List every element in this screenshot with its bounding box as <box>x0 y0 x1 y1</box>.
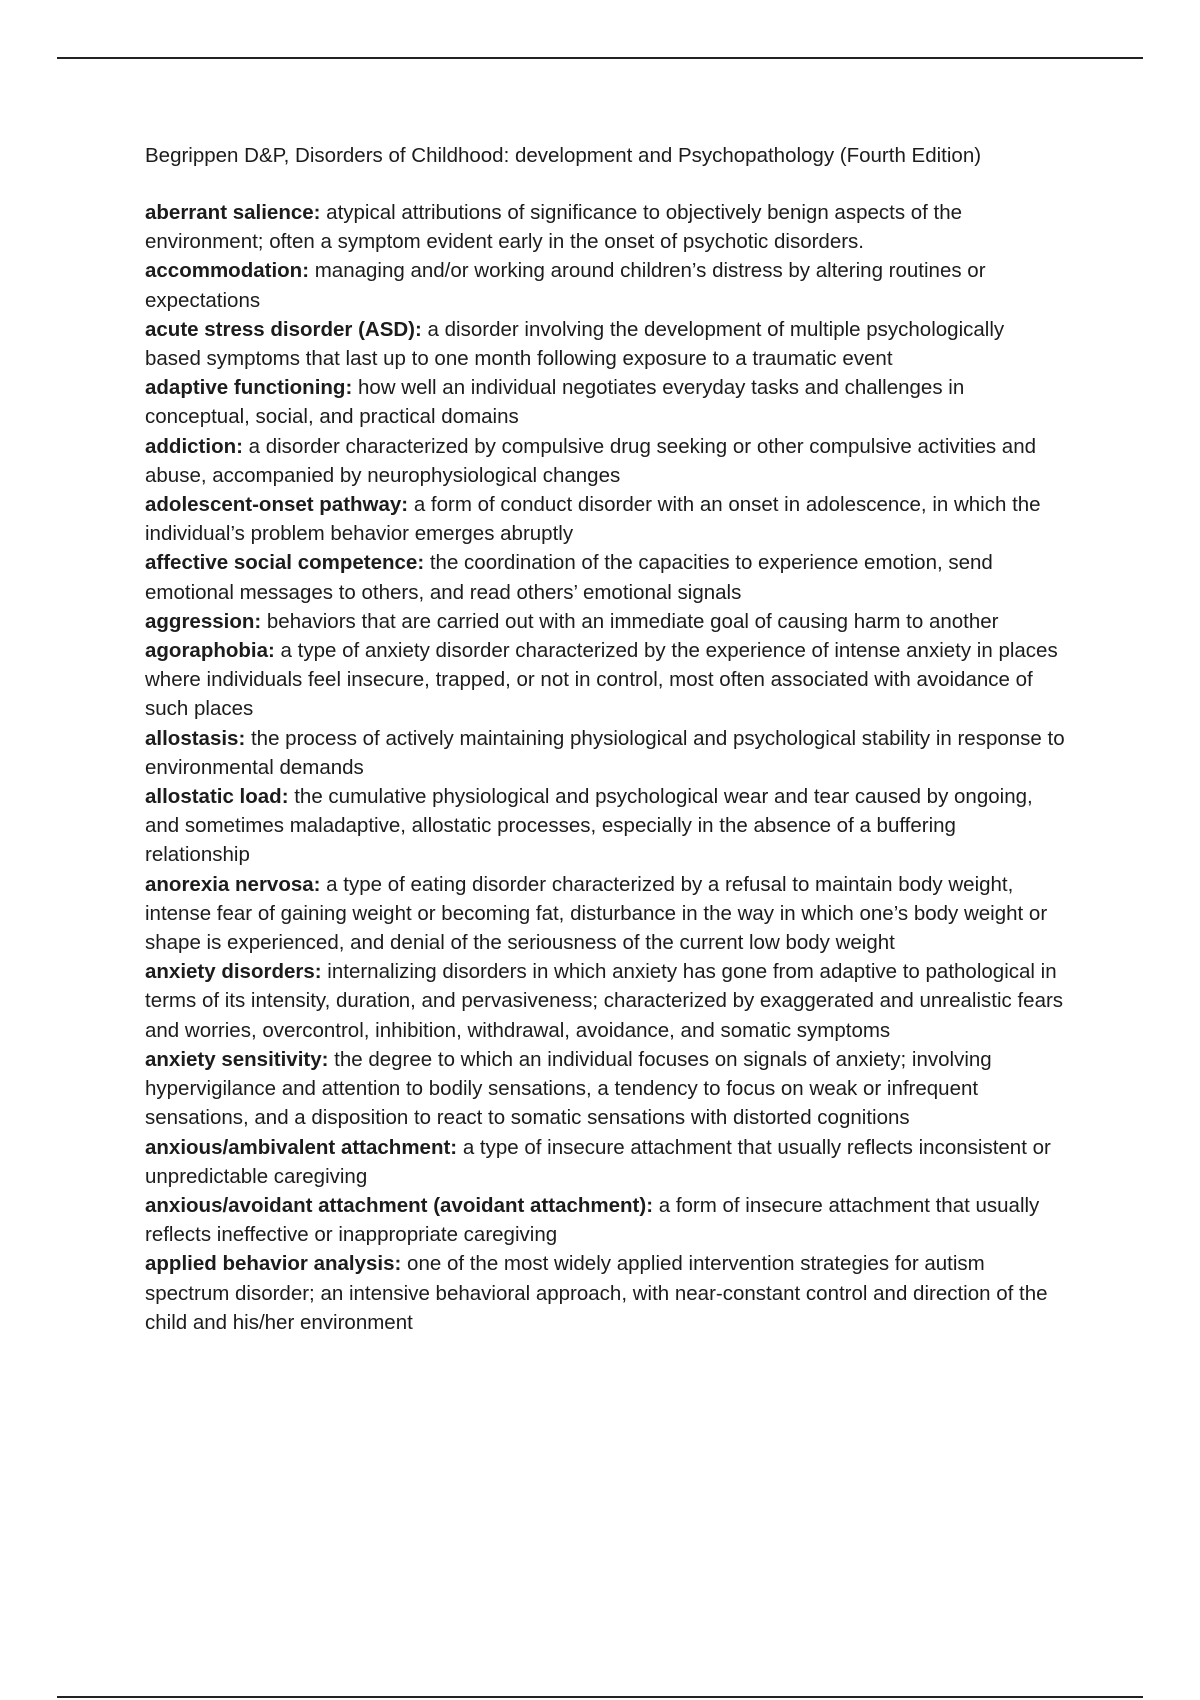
entry-definition: the cumulative physiological and psychological wear and tear caused by ongoing, and sometimes maladaptive, allostatic processes, especially in the absence of a buffering relationship <box>145 785 1033 867</box>
entry-definition: atypical attributions of significance to objectively benign aspects of the environment; often a symptom evident early in the onset of psychotic disorders. <box>145 201 963 254</box>
glossary-page <box>145 141 1065 1337</box>
glossary-entry <box>145 490 1065 548</box>
entry-term: anorexia nervosa: <box>145 872 321 896</box>
entry-definition: a type of anxiety disorder characterized by the experience of intense anxiety in places where individuals feel insecure, trapped, or not in control, most often associated with avoidance of such places <box>145 639 1058 721</box>
glossary-entry <box>145 256 1065 314</box>
glossary-entry <box>145 1045 1065 1133</box>
bottom-rule <box>57 1696 1143 1698</box>
entry-term: adaptive functioning: <box>145 376 353 400</box>
entry-term: aggression: <box>145 609 262 633</box>
top-rule <box>57 57 1143 59</box>
entry-definition: managing and/or working around children’s distress by altering routines or expectations <box>145 259 986 312</box>
entry-definition: the process of actively maintaining physiological and psychological stability in response to environmental demands <box>145 726 1065 779</box>
entry-term: anxious/ambivalent attachment: <box>145 1135 458 1159</box>
entry-term: agoraphobia: <box>145 639 275 663</box>
entry-definition: the coordination of the capacities to experience emotion, send emotional messages to others, and read others’ emotional signals <box>145 551 993 604</box>
entry-term: aberrant salience: <box>145 201 321 224</box>
glossary-entry <box>145 607 1065 636</box>
entry-definition: a type of insecure attachment that usually reflects inconsistent or unpredictable caregiving <box>145 1135 1051 1188</box>
entry-definition: a form of insecure attachment that usually reflects ineffective or inappropriate caregiving <box>145 1193 1040 1247</box>
glossary-entry <box>145 636 1065 724</box>
entry-definition: a type of eating disorder characterized by a refusal to maintain body weight, intense fear of gaining weight or becoming fat, disturbance in the way in which one’s body weight or shape is experienced, and denial of the seriousness of the current low body weight <box>145 872 1048 955</box>
glossary-entry <box>145 315 1065 373</box>
entry-term: accommodation: <box>145 259 310 283</box>
entry-definition: one of the most widely applied intervention strategies for autism spectrum disorder; an intensive behavioral approach, with near-constant control and direction of the child and his/her environment <box>145 1252 1048 1334</box>
entry-term: allostasis: <box>145 726 246 750</box>
glossary-entry <box>145 432 1065 490</box>
entry-definition: the degree to which an individual focuses on signals of anxiety; involving hypervigilance and attention to bodily sensations, a tendency to focus on weak or infrequent sensations, and a disposition to react to somatic sensations with distorted cognitions <box>145 1047 992 1130</box>
glossary-entry <box>145 957 1065 1045</box>
glossary-entry <box>145 782 1065 870</box>
entry-term: anxiety disorders: <box>145 960 322 984</box>
entry-definition: behaviors that are carried out with an immediate goal of causing harm to another <box>261 609 999 633</box>
document-title: Begrippen D&P, Disorders of Childhood: development and Psychopathology (Fourth Edition) <box>145 144 982 167</box>
glossary-list <box>145 198 1065 1337</box>
entry-term: anxious/avoidant attachment (avoidant attachment): <box>145 1193 654 1217</box>
glossary-entry <box>145 724 1065 782</box>
entry-term: affective social competence: <box>145 551 425 575</box>
entry-term: applied behavior analysis: <box>145 1252 402 1276</box>
glossary-entry <box>145 1191 1065 1249</box>
glossary-entry <box>145 198 1065 256</box>
entry-term: allostatic load: <box>145 785 289 809</box>
glossary-entry <box>145 870 1065 958</box>
glossary-entry <box>145 1249 1065 1337</box>
entry-definition: a disorder involving the development of multiple psychologically based symptoms that last up to one month following exposure to a traumatic event <box>145 317 1005 371</box>
entry-term: anxiety sensitivity: <box>145 1047 329 1071</box>
glossary-entry <box>145 373 1065 431</box>
entry-definition: a disorder characterized by compulsive drug seeking or other compulsive activities and abuse, accompanied by neurophysiological changes <box>145 434 1036 487</box>
entry-definition: how well an individual negotiates everyday tasks and challenges in conceptual, social, and practical domains <box>145 376 965 429</box>
entry-term: acute stress disorder (ASD): <box>145 317 422 341</box>
entry-term: addiction: <box>145 434 243 458</box>
glossary-entry <box>145 548 1065 606</box>
entry-definition: internalizing disorders in which anxiety has gone from adaptive to pathological in terms of its intensity, duration, and pervasiveness; characterized by exaggerated and unrealistic fears and worries, overcontrol, inhibition, withdrawal, avoidance, and somatic symptoms <box>145 960 1064 1042</box>
entry-term: adolescent-onset pathway: <box>145 493 409 517</box>
entry-definition: a form of conduct disorder with an onset in adolescence, in which the individual’s problem behavior emerges abruptly <box>145 493 1041 546</box>
glossary-entry <box>145 1133 1065 1191</box>
